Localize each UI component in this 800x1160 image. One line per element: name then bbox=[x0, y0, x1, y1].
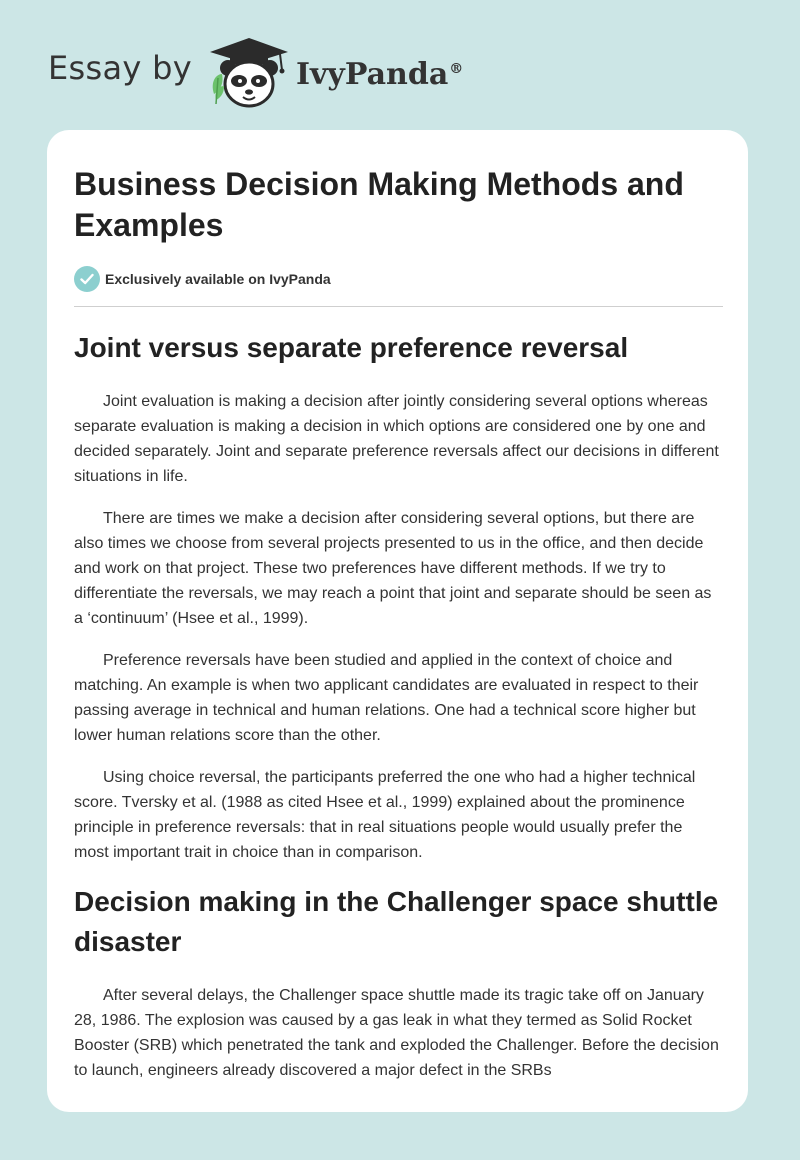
section-challenger bbox=[74, 882, 721, 1083]
site-header-brand[interactable] bbox=[48, 34, 463, 110]
page-title: Business Decision Making Methods and Examples bbox=[74, 166, 684, 243]
exclusive-badge-text: Exclusively available on IvyPanda bbox=[105, 270, 331, 287]
divider bbox=[74, 306, 723, 307]
brand-prefix: Essay by bbox=[48, 49, 192, 87]
graduate-panda-logo-icon bbox=[206, 34, 292, 110]
section-joint-vs-separate bbox=[74, 328, 721, 865]
paragraph: There are times we make a decision after considering several options, but there are also times we choose from several projects presented to us in the office, and then decide and work on that project. These two preferences have different methods. If we try to differentiate the reversals, we may reach a point that joint and separate should be seen as a ‘continuum’ (Hsee et al., 1999). bbox=[74, 510, 712, 627]
paragraph: Joint evaluation is making a decision after jointly considering several options whereas separate evaluation is making a decision in which options are considered one by one and decided separately. Joint and separate preference reversals affect our decisions in different situations in life. bbox=[74, 393, 719, 485]
article-card bbox=[47, 130, 748, 1112]
exclusive-badge bbox=[74, 265, 721, 292]
section-heading: Decision making in the Challenger space shuttle disaster bbox=[74, 886, 719, 957]
paragraph: After several delays, the Challenger space shuttle made its tragic take off on January 28, 1986. The explosion was caused by a gas leak in what they termed as Solid Rocket Booster (SRB) which penetrated the tank and exploded the Challenger. Before the decision to launch, engineers already discovered a major defect in the SRBs bbox=[74, 987, 719, 1079]
section-heading: Joint versus separate preference reversal bbox=[74, 332, 629, 363]
paragraph: Using choice reversal, the participants preferred the one who had a higher technical score. Tversky et al. (1988 as cited Hsee et al., 1999) explained about the prominence principle in preference reversals: that in real situations people would usually prefer the most important trait in choice than in comparison. bbox=[74, 769, 696, 861]
check-icon bbox=[74, 266, 100, 292]
brand-name: IvyPanda® bbox=[295, 56, 464, 92]
paragraph: Preference reversals have been studied and applied in the context of choice and matching. An example is when two applicant candidates are evaluated in respect to their passing average in technical and human relations. One had a technical score higher but lower human relations score than the other. bbox=[74, 652, 699, 744]
